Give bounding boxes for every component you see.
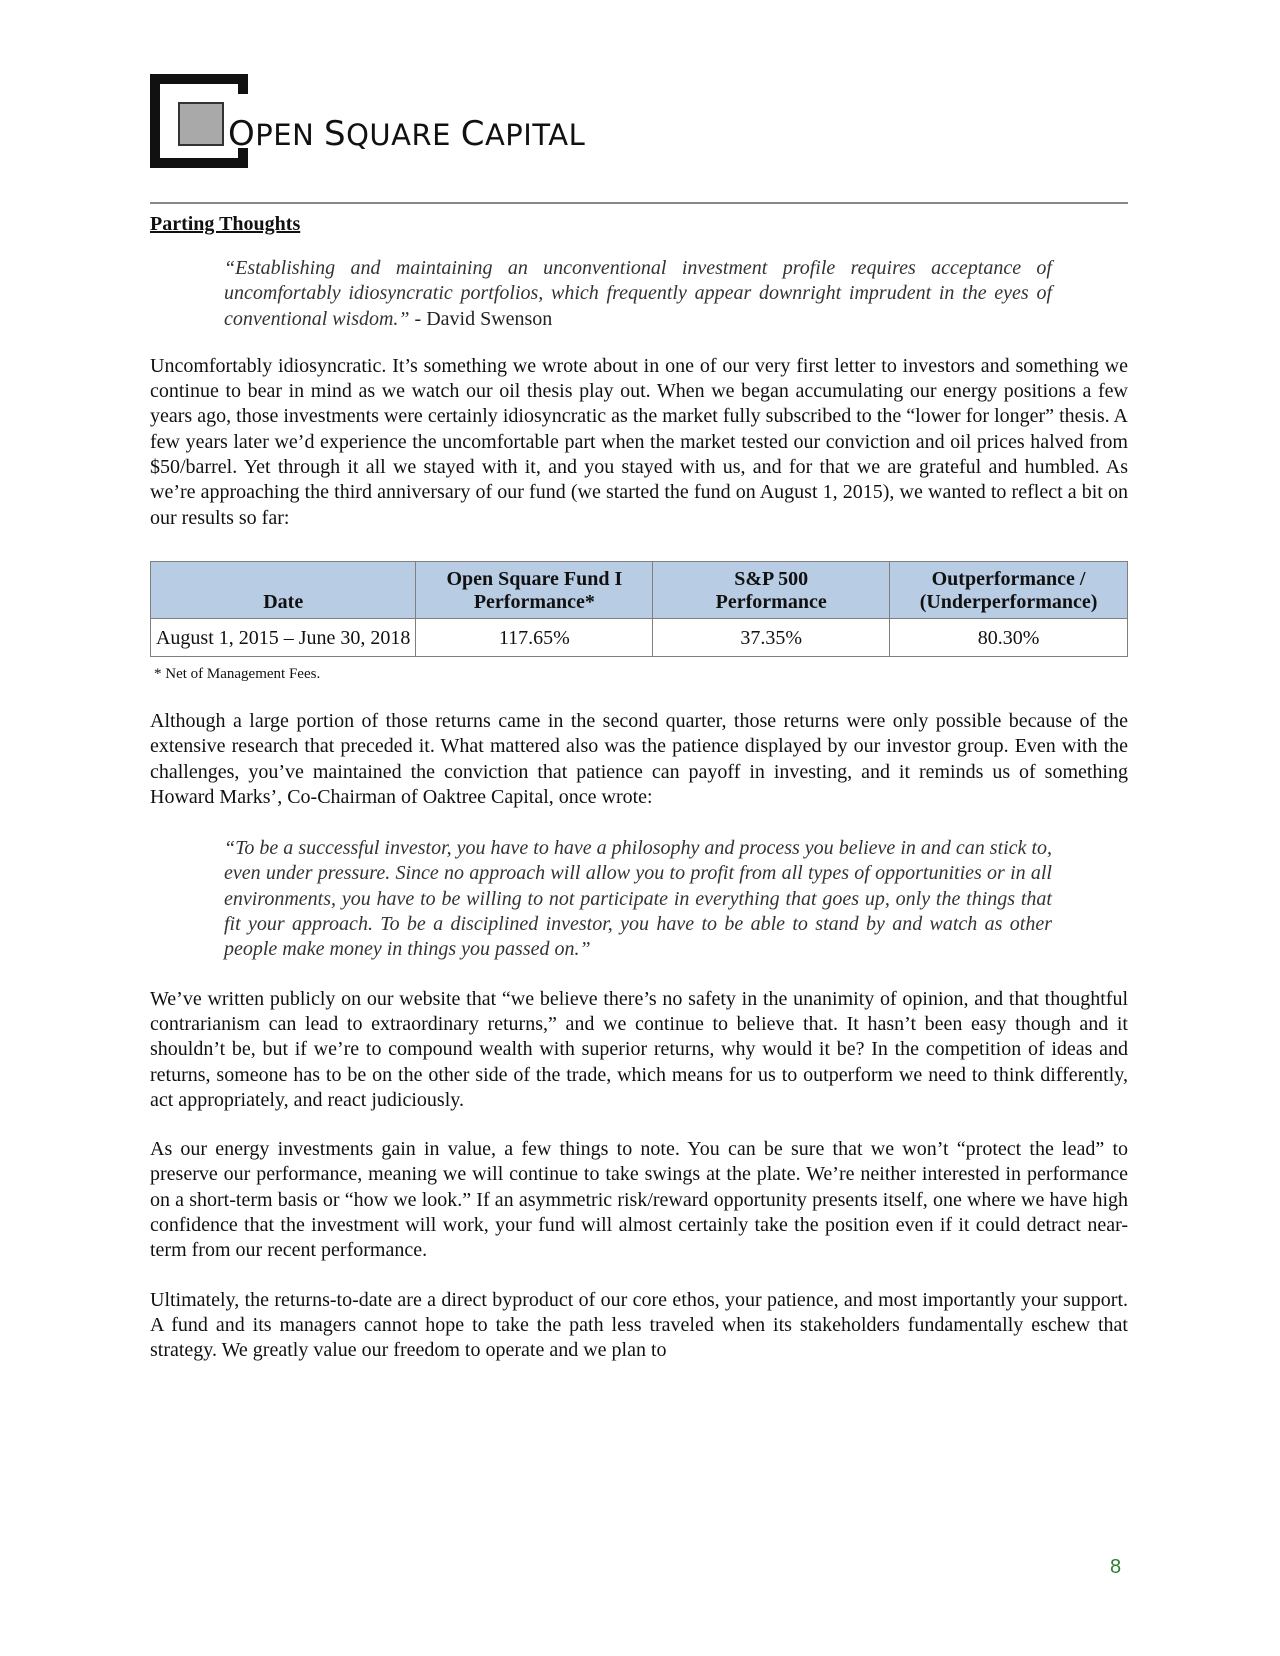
company-logo	[150, 74, 586, 174]
logo-gray-square	[178, 102, 224, 146]
page-number: 8	[1110, 1556, 1122, 1578]
table-cell-outperformance: 80.30%	[890, 618, 1128, 656]
header-divider	[150, 202, 1128, 204]
paragraph-3: We’ve written publicly on our website that “we believe there’s no safety in the unanimity of opinion, and that thoughtful contrarianism can lead to extraordinary returns,” and we continue to believe that. It hasn’t been easy though and it shouldn’t be, but if we’re to compound wealth with superior returns, why would it be? In the competition of ideas and returns, someone has to be on the other side of the trade, which means for us to outperform we need to think differently, act appropriately, and react judiciously.	[150, 987, 1128, 1111]
table-footnote: * Net of Management Fees.	[154, 665, 321, 682]
paragraph-5: Ultimately, the returns-to-date are a direct byproduct of our core ethos, your patience, and most importantly your support. A fund and its managers cannot hope to take the path less traveled when its stakeholders fundamentally eschew that strategy. We greatly value our freedom to operate and we plan to	[150, 1288, 1128, 1362]
swenson-quote-text: “Establishing and maintaining an unconventional investment profile requires acceptance of uncomfortably idiosyncratic portfolios, which frequently appear downright imprudent in the eyes of conventional wisdom.”	[224, 257, 1052, 330]
performance-table	[150, 561, 1128, 657]
logo-wordmark: OPEN SQUARE CAPITAL	[228, 114, 586, 154]
page-body	[150, 212, 1128, 1364]
paragraph-2: Although a large portion of those returns came in the second quarter, those returns were only possible because of the extensive research that preceded it. What mattered also was the patience displayed by our investor group. Even with the challenges, you’ve maintained the conviction that patience can payoff in investing, and it reminds us of something Howard Marks’, Co-Chairman of Oaktree Capital, once wrote:	[150, 709, 1128, 808]
swenson-quote-attribution: - David Swenson	[409, 307, 553, 330]
table-header-row	[151, 561, 1128, 618]
table-header-outperformance: Outperformance / (Underperformance)	[890, 561, 1128, 618]
marks-quote: “To be a successful investor, you have to have a philosophy and process you believe in and can stick to, even under pressure. Since no approach will allow you to profit from all types of opportunities or in all environments, you have to be willing to not participate in everything that goes up, only the things that fit your approach. To be a disciplined investor, you have to be able to stand by and watch as other people make money in things you passed on.”	[224, 837, 1052, 961]
table-cell-fund: 117.65%	[416, 618, 653, 656]
table-header-sp500: S&P 500 Performance	[653, 561, 890, 618]
paragraph-4: As our energy investments gain in value, a few things to note. You can be sure that we won’t “protect the lead” to preserve our performance, meaning we will continue to take swings at the plate. We’re neither interested in performance on a short-term basis or “how we look.” If an asymmetric risk/reward opportunity presents itself, one where we have high confidence that the investment will work, your fund will almost certainly take the position even if it could detract near-term from our recent performance.	[150, 1138, 1128, 1262]
section-heading: Parting Thoughts	[150, 213, 301, 235]
table-row	[151, 618, 1128, 656]
table-cell-sp500: 37.35%	[653, 618, 890, 656]
table-header-fund: Open Square Fund I Performance*	[416, 561, 653, 618]
table-header-date: Date	[151, 561, 416, 618]
table-cell-date: August 1, 2015 – June 30, 2018	[151, 618, 416, 656]
paragraph-1: Uncomfortably idiosyncratic. It’s something we wrote about in one of our very first letter to investors and something we continue to bear in mind as we watch our oil thesis play out. When we began accumulating our energy positions a few years ago, those investments were certainly idiosyncratic as the market fully subscribed to the “lower for longer” thesis. A few years later we’d experience the uncomfortable part when the market tested our conviction and oil prices halved from $50/barrel. Yet through it all we stayed with it, and you stayed with us, and for that we are grateful and humbled. As we’re approaching the third anniversary of our fund (we started the fund on August 1, 2015), we wanted to reflect a bit on our results so far:	[150, 354, 1128, 529]
swenson-quote	[224, 256, 1052, 332]
